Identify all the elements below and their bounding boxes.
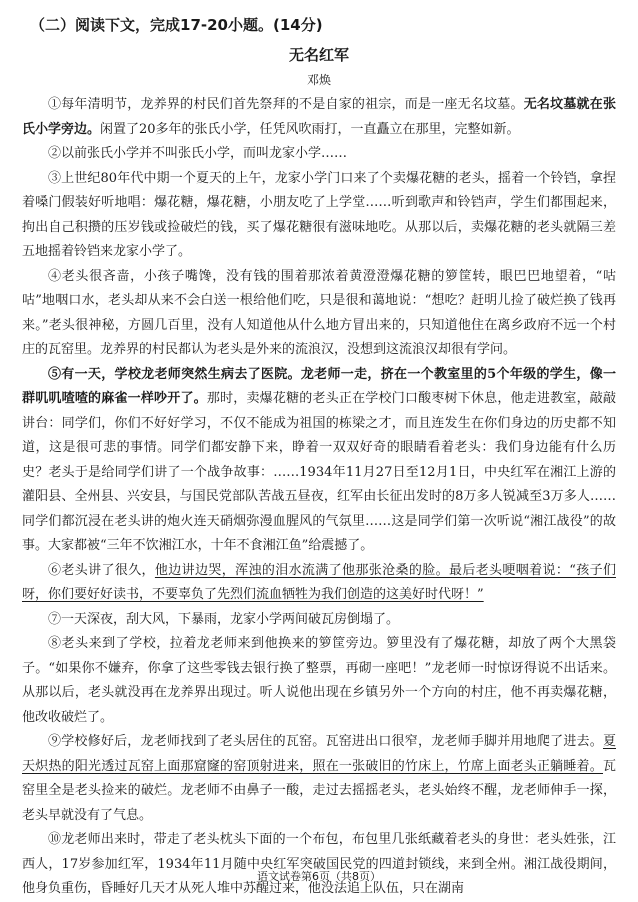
paragraph-7 [22,608,616,633]
paragraph-9-segment: ⑨学校修好后，龙老师找到了老头居住的瓦窑。瓦窑进出口很窄，龙老师手脚并用地爬了进去。 [48,734,603,749]
paragraph-6 [22,559,616,608]
paragraph-10 [22,828,616,902]
paragraph-1-segment: 无名坟墓就在张氏小学旁边。 [22,97,616,137]
paragraph-2-segment: ②以前张氏小学并不叫张氏小学，而叫龙家小学…… [48,146,348,161]
article-title: 无名红军 [288,46,349,64]
section-heading: （二）阅读下文，完成17-20小题。(14分) [30,16,323,34]
article-body [22,93,616,902]
paragraph-4 [22,265,616,363]
paragraph-7-segment: ⑦一天深夜，刮大风，下暴雨，龙家小学两间破瓦房倒塌了。 [48,611,400,627]
paragraph-3-segment: ③上世纪80年代中期一个夏天的上午，龙家小学门口来了个卖爆花糖的老头，摇着一个铃铛，拿捏着嗓门假装好听地唱：爆花糖，爆花糖，小朋友吃了上学堂……听到歌声和铃铛声，学生们都围起来，拘出自己积攒的压岁钱或捡破烂的钱，买了爆花糖很有滋味地吃。从那以后，卖爆花糖的老头就隔三差五地摇着铃铛来龙家小学了。 [22,170,616,259]
paragraph-5 [22,363,616,559]
article-author: 邓焕 [306,73,331,87]
paragraph-8 [22,632,616,730]
paragraph-1-segment: ①每年清明节，龙养界的村民们首先祭拜的不是自家的祖宗，而是一座无名坟墓。 [48,97,524,112]
paragraph-10-segment: ⑩龙老师出来时，带走了老头枕头下面的一个布包，布包里几张纸藏着老头的身世：老头姓张，江西人，17岁参加红军，1934年11月随中央红军突破国民党的四道封锁线，来到全州。湘江战役期间，他身负重伤，昏睡好几天才从死人堆中苏醒过来，他没法追上队伍，只在湖南 [22,832,616,896]
paragraph-1 [22,93,616,142]
paragraph-9 [22,730,616,828]
paragraph-3 [22,167,616,265]
paragraph-5-segment: ⑤有一天，学校龙老师突然生病去了医院。龙老师一走，挤在一个教室里的5个年级的学生，像一群叽叽喳喳的麻雀一样吵开了。 [22,366,616,406]
paragraph-8-segment: ⑧老头来到了学校，拉着龙老师来到他换来的箩筐旁边。箩里没有了爆花糖，却放了两个大黑袋子。“如果你不嫌弃，你拿了这些零钱去银行换了整票，再砌一座吧！”龙老师一时惊讶得说不出话来。从那以后，老头就没再在龙养界出现过。听人说他出现在乡镇另外一个方向的村庄，他不再卖爆花糖，他改收破烂了。 [22,636,616,725]
paragraph-5-segment: 那时，卖爆花糖的老头正在学校门口酸枣树下休息，他走进教室，敲敲讲台：同学们，你们不好好学习，不仅不能成为祖国的栋梁之才，而且连发生在你们身边的历史都不知道，这是很可悲的事情。同学们都安静下来，睁着一双双好奇的眼睛看着老头：我们身边能有什么历史？老头于是给同学们讲了一个战争故事：……1934年11月27日至12月1日，中央红军在湘江上游的灌阳县、全州县、兴安县，与国民党部队苦战五昼夜，红军由长征出发时的8万多人锐减至3万多人……同学们都沉浸在老头讲的炮火连天硝烟弥漫血腥风的气氛里……这是同学们第一次听说“湘江战役”的故事。大家都被“三年不饮湘江水，十年不食湘江鱼”给震撼了。 [22,391,616,553]
paragraph-9-segment: 夏天炽热的阳光透过瓦窑上面那窟窿的窑顶射进来，照在一张破旧的竹床上，竹席上面老头正躺睡着。 [22,734,616,774]
page-footer: 语文试卷第6页（共8页） [257,870,381,883]
paragraph-9-segment: 瓦窑里全是老头捡来的破烂。龙老师不由鼻子一酸，走过去摇摇老头，老头始终不醒，龙老师伸手一探，老头早就没有了气息。 [22,758,616,823]
paragraph-6-segment: 他边讲边哭，浑浊的泪水流满了他那张沧桑的脸。最后老头哽咽着说：“孩子们呀，你们要好好读书，不要辜负了先烈们流血牺牲为我们创造的这美好时代呀！” [22,562,616,602]
paragraph-6-segment: ⑥老头讲了很久， [48,562,155,578]
paragraph-1-segment: 闲置了20多年的张氏小学，任凭风吹雨打，一直矗立在那里，完整如新。 [100,121,520,137]
paragraph-4-segment: ④老头很吝啬，小孩子嘴馋，没有钱的围着那浓着黄澄澄爆花糖的箩筐转，眼巴巴地望着，“咕咕”地咽口水，老头却从来不会白送一根给他们吃，只是很和蔼地说：“想吃？赶明儿捡了破烂换了钱再来。”老头很神秘，方圆几百里，没有人知道他从什么地方冒出来的，只知道他住在离乡政府不远一个村庄的瓦窑里。龙养界的村民都认为老头是外来的流浪汉，没想到这流浪汉却很有学问。 [22,268,616,357]
paragraph-2 [22,142,616,167]
